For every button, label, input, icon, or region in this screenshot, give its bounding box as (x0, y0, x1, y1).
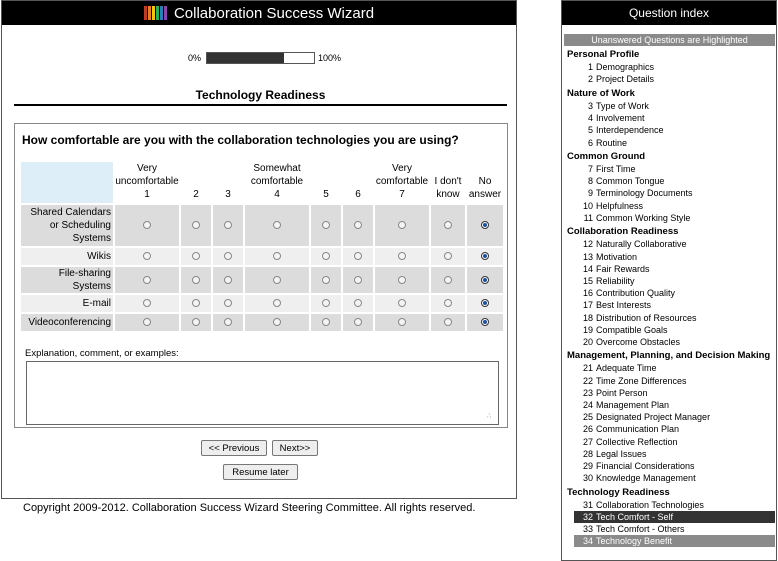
index-question-number: 24 (582, 400, 593, 410)
rating-radio[interactable] (192, 318, 200, 326)
index-question-link[interactable] (574, 263, 775, 275)
row-label-line: E-mail (82, 298, 111, 309)
rating-cell (181, 205, 211, 246)
rating-radio[interactable] (444, 299, 452, 307)
wizard-header (2, 1, 516, 25)
index-question-label: Type of Work (596, 100, 649, 111)
rating-cell (115, 314, 179, 331)
column-header-line: 3 (225, 189, 231, 200)
index-category: Nature of Work (567, 87, 635, 99)
column-header-line: Very (136, 163, 157, 174)
rating-cell (375, 267, 429, 293)
rating-cell (115, 295, 179, 312)
index-question-link[interactable] (574, 362, 775, 374)
column-header-line: 5 (323, 189, 329, 200)
rating-radio[interactable] (481, 252, 489, 260)
rating-radio[interactable] (354, 221, 362, 229)
index-question-link[interactable] (574, 535, 775, 547)
index-question-link[interactable] (574, 423, 775, 435)
rating-radio[interactable] (481, 299, 489, 307)
row-label-line: Systems (72, 233, 111, 244)
rating-cell (115, 267, 179, 293)
rating-cell (375, 295, 429, 312)
rating-cell (467, 205, 503, 246)
index-question-link[interactable] (574, 460, 775, 472)
index-question-number: 31 (582, 499, 593, 510)
index-question-link[interactable] (574, 137, 775, 149)
rating-cell (181, 314, 211, 331)
rating-column-header (213, 162, 243, 203)
rating-radio[interactable] (398, 276, 406, 284)
index-question-link[interactable] (574, 61, 775, 73)
index-question-number: 25 (582, 412, 593, 423)
rating-cell (181, 267, 211, 293)
index-question-number: 19 (582, 324, 593, 335)
rating-radio[interactable] (322, 221, 330, 229)
index-question-link[interactable] (574, 448, 775, 460)
index-question-label: Communication Plan (596, 424, 680, 435)
progress-max-label: 100% (318, 53, 342, 63)
index-question-link[interactable] (574, 336, 775, 348)
rating-cell (213, 205, 243, 246)
column-header-line: comfortable (375, 176, 429, 187)
index-question-link[interactable] (574, 251, 775, 263)
rating-cell (467, 314, 503, 331)
previous-button[interactable]: << Previous (201, 440, 267, 456)
column-header-line: 1 (144, 189, 150, 200)
index-question-number: 2 (587, 74, 593, 85)
index-question-link[interactable] (574, 312, 775, 324)
section-title: Technology Readiness (14, 88, 507, 106)
rating-radio[interactable] (224, 318, 232, 326)
index-question-number: 4 (587, 113, 593, 124)
rating-cell (431, 248, 465, 265)
rating-radio[interactable] (143, 221, 151, 229)
column-header-line: 2 (193, 189, 199, 200)
comment-label: Explanation, comment, or examples: (25, 348, 179, 359)
rating-cell (375, 205, 429, 246)
index-question-number: 14 (582, 263, 593, 274)
rating-row (21, 248, 503, 265)
rating-column-header (245, 162, 309, 203)
column-header-line (467, 162, 503, 175)
index-question-link[interactable] (574, 299, 775, 311)
index-question-label: Tech Comfort - Others (596, 524, 685, 535)
index-question-label: Management Plan (596, 400, 670, 410)
rating-radio[interactable] (192, 252, 200, 260)
index-question-number: 22 (582, 375, 593, 386)
header-corner (21, 162, 113, 203)
rating-radio[interactable] (354, 252, 362, 260)
rating-cell (245, 267, 309, 293)
column-header-line (343, 162, 373, 175)
rating-cell (115, 205, 179, 246)
wizard-title: Collaboration Success Wizard (173, 4, 375, 22)
rating-column-header (115, 162, 179, 203)
index-question-number: 23 (582, 387, 593, 398)
index-question-label: Collaboration Technologies (596, 499, 704, 510)
rating-row (21, 267, 503, 293)
index-question-label: Common Tongue (596, 176, 665, 187)
logo-stripe (152, 6, 155, 20)
index-question-number: 15 (582, 275, 593, 286)
rating-radio[interactable] (322, 252, 330, 260)
rating-radio[interactable] (273, 221, 281, 229)
index-question-number: 27 (582, 436, 593, 447)
rating-cell (343, 295, 373, 312)
index-question-number: 29 (582, 460, 593, 471)
index-question-label: Fair Rewards (596, 263, 650, 274)
index-question-label: Helpfulness (596, 200, 644, 211)
index-question-label: Collective Reflection (596, 436, 678, 447)
rating-cell (431, 267, 465, 293)
index-question-link[interactable] (574, 73, 775, 85)
question-index-panel (561, 0, 777, 561)
question-box (14, 123, 508, 428)
rating-row-label (21, 267, 113, 293)
rating-radio[interactable] (143, 299, 151, 307)
rating-cell (213, 267, 243, 293)
index-question-number: 21 (582, 363, 593, 374)
copyright-text: Copyright 2009-2012. Collaboration Success Wizard Steering Committee. All rights reserved. (23, 502, 476, 514)
rating-radio[interactable] (192, 221, 200, 229)
rating-column-header (375, 162, 429, 203)
index-question-label: Project Details (596, 74, 655, 85)
column-header-line: 4 (274, 189, 280, 200)
index-question-label: Best Interests (596, 300, 652, 311)
index-question-number: 17 (582, 300, 593, 311)
rating-row (21, 295, 503, 312)
index-question-label: Overcome Obstacles (596, 336, 681, 347)
rating-radio[interactable] (273, 318, 281, 326)
index-question-label: Contribution Quality (596, 288, 676, 299)
rating-cell (431, 295, 465, 312)
row-label-line: or Scheduling (49, 220, 111, 231)
logo-stripe (160, 6, 163, 20)
index-question-number: 6 (587, 137, 593, 148)
index-question-link[interactable] (574, 287, 775, 299)
rating-radio[interactable] (354, 318, 362, 326)
rating-radio[interactable] (192, 299, 200, 307)
column-header-line: Very (391, 163, 412, 174)
index-category: Common Ground (567, 150, 646, 162)
rating-row-label (21, 295, 113, 312)
index-category: Technology Readiness (567, 486, 670, 498)
rating-cell (467, 248, 503, 265)
rating-radio[interactable] (322, 318, 330, 326)
index-question-link[interactable] (574, 112, 775, 124)
rating-grid (19, 160, 505, 333)
index-question-link[interactable] (574, 387, 775, 399)
index-question-label: Demographics (596, 62, 655, 73)
index-question-label: Compatible Goals (596, 324, 668, 335)
column-header-line: 7 (399, 189, 405, 200)
index-question-link[interactable] (574, 100, 775, 112)
index-question-link[interactable] (574, 163, 775, 175)
logo-stripe (144, 6, 147, 20)
rating-cell (311, 267, 341, 293)
index-question-number: 28 (582, 448, 593, 459)
index-question-label: Motivation (596, 251, 638, 262)
index-question-link[interactable] (574, 499, 775, 511)
column-header-line: No (478, 176, 492, 187)
rating-radio[interactable] (481, 318, 489, 326)
index-question-number: 12 (582, 239, 593, 250)
rating-radio[interactable] (224, 276, 232, 284)
index-question-label: Point Person (596, 387, 648, 398)
question-text: How comfortable are you with the collaboration technologies you are using? (22, 133, 459, 147)
index-question-label: Legal Issues (596, 448, 647, 459)
index-question-label: First Time (596, 164, 636, 175)
column-header-line: comfortable (250, 176, 304, 187)
column-header-line: 6 (355, 189, 361, 200)
index-question-number: 13 (582, 251, 593, 262)
rating-cell (245, 295, 309, 312)
rating-radio[interactable] (322, 276, 330, 284)
index-question-number: 32 (582, 511, 593, 522)
index-question-link[interactable] (574, 212, 775, 224)
index-category: Collaboration Readiness (567, 226, 679, 238)
logo-stripe (164, 6, 167, 20)
rating-radio[interactable] (398, 221, 406, 229)
rating-radio[interactable] (143, 252, 151, 260)
rating-cell (213, 314, 243, 331)
column-header-line: know (436, 189, 460, 200)
rating-radio[interactable] (398, 252, 406, 260)
column-header-line (181, 162, 211, 175)
index-question-label: Interdependence (596, 125, 664, 136)
index-question-link[interactable] (574, 238, 775, 250)
row-label-line: Shared Calendars (30, 207, 111, 218)
rating-cell (311, 295, 341, 312)
rating-radio[interactable] (481, 221, 489, 229)
rating-cell (431, 205, 465, 246)
index-question-number: 34 (582, 536, 593, 547)
column-header-line (431, 162, 465, 175)
progress-min-label: 0% (188, 53, 202, 63)
rating-header-row (21, 162, 503, 203)
index-question-label: Time Zone Differences (596, 375, 687, 386)
index-question-label: Knowledge Management (596, 473, 696, 484)
rating-column-header (343, 162, 373, 203)
column-header-line: uncomfortable (115, 176, 179, 187)
resume-later-button[interactable]: Resume later (223, 464, 298, 480)
index-question-number: 11 (583, 212, 593, 223)
logo-stripe (148, 6, 151, 20)
index-question-link[interactable] (574, 523, 775, 535)
index-question-link[interactable] (574, 472, 775, 484)
index-question-label: Technology Benefit (596, 536, 673, 547)
rating-cell (311, 248, 341, 265)
comment-textarea[interactable] (26, 361, 499, 425)
rating-cell (311, 205, 341, 246)
rating-radio[interactable] (273, 252, 281, 260)
rating-cell (343, 248, 373, 265)
index-category: Personal Profile (567, 49, 640, 60)
rating-radio[interactable] (273, 299, 281, 307)
index-question-label: Involvement (596, 113, 645, 124)
rating-cell (343, 314, 373, 331)
row-label-line: File-sharing (58, 268, 111, 279)
index-question-link[interactable] (574, 436, 775, 448)
rating-cell (115, 248, 179, 265)
index-question-label: Routine (596, 137, 628, 148)
index-question-number: 20 (582, 336, 593, 347)
wizard-logo-icon (144, 6, 168, 20)
rating-radio[interactable] (322, 299, 330, 307)
rating-column-header (431, 162, 465, 203)
index-question-number: 16 (582, 288, 593, 299)
column-header-line: Somewhat (253, 163, 301, 174)
rating-cell (467, 267, 503, 293)
index-question-label: Common Working Style (596, 212, 691, 223)
rating-radio[interactable] (143, 318, 151, 326)
rating-row-label (21, 205, 113, 246)
rating-radio[interactable] (481, 276, 489, 284)
rating-cell (245, 205, 309, 246)
index-question-number: 7 (587, 164, 593, 175)
row-label-line: Wikis (87, 251, 111, 262)
row-label-line: Videoconferencing (28, 317, 111, 328)
rating-cell (181, 248, 211, 265)
index-question-number: 3 (587, 100, 593, 111)
rating-radio[interactable] (224, 299, 232, 307)
progress-bar (206, 52, 315, 64)
index-question-number: 33 (582, 524, 593, 535)
rating-radio[interactable] (143, 276, 151, 284)
rating-cell (245, 248, 309, 265)
column-header-line: answer (468, 189, 502, 200)
rating-column-header (181, 162, 211, 203)
progress-bar-fill (207, 53, 284, 63)
index-question-link[interactable] (574, 200, 775, 212)
rating-radio[interactable] (444, 318, 452, 326)
index-question-number: 18 (582, 312, 593, 323)
index-question-link[interactable] (574, 411, 775, 423)
index-question-link[interactable] (574, 175, 775, 187)
resize-grip-icon[interactable]: ∴ (487, 413, 492, 420)
column-header-line (311, 175, 341, 188)
index-question-link[interactable] (574, 124, 775, 136)
index-question-label: Naturally Collaborative (596, 239, 687, 250)
index-question-label: Designated Project Manager (596, 412, 711, 423)
index-question-label: Financial Considerations (596, 460, 695, 471)
index-list (562, 49, 776, 547)
rating-radio[interactable] (444, 252, 452, 260)
rating-cell (213, 295, 243, 312)
rating-cell (181, 295, 211, 312)
index-question-link[interactable] (574, 399, 775, 411)
rating-cell (245, 314, 309, 331)
rating-radio[interactable] (398, 299, 406, 307)
logo-stripe (156, 6, 159, 20)
rating-row-label (21, 248, 113, 265)
column-header-line (213, 175, 243, 188)
index-question-number: 30 (582, 473, 593, 484)
rating-radio[interactable] (192, 276, 200, 284)
rating-cell (343, 267, 373, 293)
column-header-line (181, 175, 211, 188)
rating-radio[interactable] (224, 221, 232, 229)
index-question-link[interactable] (574, 375, 775, 387)
column-header-line: I don't (434, 176, 462, 187)
index-question-label: Terminology Documents (596, 188, 693, 199)
rating-cell (467, 295, 503, 312)
index-question-link[interactable] (574, 511, 775, 523)
index-question-label: Adequate Time (596, 363, 657, 374)
rating-radio[interactable] (398, 318, 406, 326)
rating-cell (343, 205, 373, 246)
rating-radio[interactable] (273, 276, 281, 284)
rating-radio[interactable] (444, 221, 452, 229)
rating-cell (431, 314, 465, 331)
index-question-number: 10 (582, 200, 593, 211)
rating-column-header (467, 162, 503, 203)
next-button[interactable]: Next>> (272, 440, 318, 456)
index-question-number: 8 (587, 176, 593, 187)
index-question-link[interactable] (574, 187, 775, 199)
column-header-line (213, 162, 243, 175)
rating-row (21, 205, 503, 246)
rating-cell (375, 314, 429, 331)
index-question-number: 9 (587, 188, 593, 199)
index-question-number: 5 (587, 125, 593, 136)
index-question-label: Tech Comfort - Self (596, 511, 674, 522)
index-question-label: Distribution of Resources (596, 312, 697, 323)
rating-cell (213, 248, 243, 265)
index-note: Unanswered Questions are Highlighted (564, 34, 775, 46)
rating-cell (375, 248, 429, 265)
rating-radio[interactable] (354, 276, 362, 284)
rating-radio[interactable] (224, 252, 232, 260)
rating-radio[interactable] (444, 276, 452, 284)
index-category: Management, Planning, and Decision Making (567, 350, 771, 362)
index-question-number: 26 (582, 424, 593, 435)
rating-column-header (311, 162, 341, 203)
column-header-line (343, 175, 373, 188)
index-question-label: Reliability (596, 275, 635, 286)
rating-cell (311, 314, 341, 331)
index-question-link[interactable] (574, 275, 775, 287)
index-question-number: 1 (587, 62, 593, 73)
rating-row (21, 314, 503, 331)
rating-row-label (21, 314, 113, 331)
index-question-link[interactable] (574, 324, 775, 336)
row-label-line: Systems (72, 281, 111, 292)
index-title: Question index (562, 1, 776, 25)
rating-radio[interactable] (354, 299, 362, 307)
column-header-line (311, 162, 341, 175)
wizard-panel (1, 0, 517, 499)
